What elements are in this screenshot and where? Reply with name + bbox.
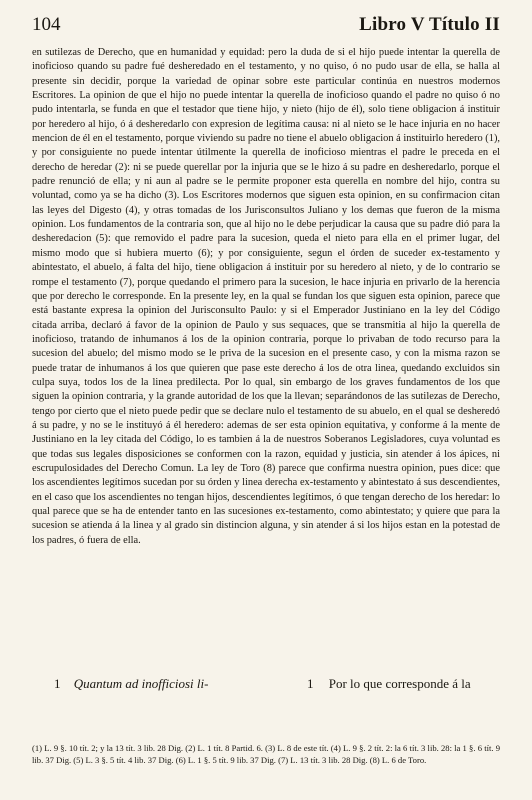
catchword-latin [54, 676, 208, 692]
page-header [32, 14, 500, 38]
catchword-spanish-text: Por lo que corresponde á la [328, 676, 471, 691]
catchword-line [32, 676, 500, 694]
footnotes [32, 743, 500, 766]
catchword-latin-number: 1 [54, 676, 61, 691]
body-paragraph: en sutilezas de Derecho, que en humanidad y equidad: pero la duda de si el hijo puede intentar la querella de inoficioso quando su padre fué desheredado en el testamento, y no quiso, ó no pudo usar de ella, se halla al presente sin decidir, porque la variedad de opinar sobre este particular continúa en nuestros modernos Escritores. La opinion de que el hijo no puede intentar la querella de inoficioso quando el padre no quiso ó no pudo intentarla, se funda en que el testador que tiene hijo, y nieto (hijo de él), solo tiene obligacion á instituir por heredero al hijo, ó á desheredarlo con expresion de legítima causa: ni al nieto se le hace injuria en no hacer mencion de él en el testamento, porque viviendo su padre no tiene el abuelo obligacion á instituirlo heredero (1), y por consiguiente no puede intentar útilmente la querella de inoficioso mientras el padre le preceda en el derecho de heredar (2): ni se puede querellar por la injuria que se le hizo á su padre en desheredarlo, porque el padre renunció de ella; y ni aun al padre se le permite proponer esta querella en nombre del hijo, contra su voluntad, como ya se ha dicho (3). Los Escritores modernos que siguen esta opinion, en su confirmacion citan las leyes del Digesto (4), y otras tomadas de los Jurisconsultos Juliano y los demas que fueron de la misma opinion. Los fundamentos de la contraria son, que al hijo no le debe perjudicar la causa que su padre dió para la desheredacion (5): que removido el padre para la sucesion, queda el nieto para ella en el primer lugar, del mismo modo que si hubiera muerto (6); y por consiguiente, segun el órden de suceder ex-testamento y abintestato, el abuelo, á falta del hijo, tiene obligacion á instituir por su heredero al nieto, y de lo contrario se rompe el testamento (7), porque quedando el primero para la sucesion, le hace injuria en privarlo de la herencia que por derecho le corresponde. En la presente ley, en la qual se fundan los que siguen esta opinion, parece que está bastante expresa la opinion del Jurisconsulto Paulo: y si el Emperador Justiniano en la ley del Código citada arriba, declaró á favor de la opinion de Paulo y sus sequaces, que se transmitia al hijo la querella de inoficioso, tratando de inhumanos á los de la opinion contraria, porque lo privaban de todo recurso para la sucesion del abuelo; del mismo modo se le priva de la sucesion en el presente caso, y con la misma razon se puede tratar de inhumanos á los que quieren que pase este derecho á los de otra linea, quedando excluidos sin culpa suya, todos los de la linea predilecta. Por lo qual, sin embargo de los graves fundamentos de los que siguen la opinion contraria, y la grande autoridad de los que la llevan; separándonos de las sutilezas de Derecho, tengo por cierto que el nieto puede pedir que se declare nulo el testamento de su abuelo, en el qual se desheredó á su padre, y no se le instituyó á él heredero: ademas de ser esta opinion equitativa, y conforme á la mente de Justiniano en la ley citada del Código, lo es tambien á la de nuestros Soberanos Legisladores, cuya voluntad es que todas sus legales disposiciones se conformen con la razon, equidad y justicia, sin atender á los ápices, ni escrupulosidades del Derecho Comun. La ley de Toro (8) parece que confirma nuestra opinion, pues dice: que los ascendientes legítimos sucedan por su órden y linea derecha ex-testamento y abintestato á sus descendientes, en el caso que los ascendientes no tengan hijos, descendientes legítimos, ó que tengan derecho de los heredar: lo qual parece que se ha de entender tanto en las sucesiones ex-testamento, como abintestato; y quiere que para la sucesion se atienda á la linea y al grado sin distincion alguna, y sin atender á si los hijos estan en la potestad de los padres, ó fuera de ella. [32, 47, 501, 546]
catchword-latin-text: Quantum ad inofficiosi li- [73, 676, 209, 691]
catchword-spanish [307, 676, 471, 692]
main-text [32, 46, 500, 548]
footnote-text: (1) L. 9 §. 10 tít. 2; y la 13 tít. 3 lib. 28 Dig. (2) L. 1 tít. 8 Partid. 6. (3) L. 8 de este tít. (4) L. 9 §. 2 tít. 2: la 6 tít. 3 lib. 28: la 1 §. 6 tít. 9 lib. 37 Dig. (5) L. 3 §. 5 tít. 4 lib. 37 Dig. (6) L. 1 §. 5 tít. 9 lib. 37 Dig. (7) L. 13 tít. 3 lib. 28 Dig. (8) L. 6 de Toro. [32, 743, 500, 765]
catchword-spanish-number: 1 [307, 676, 314, 691]
page-number: 104 [32, 14, 61, 35]
running-title: Libro V Título II [359, 14, 500, 35]
